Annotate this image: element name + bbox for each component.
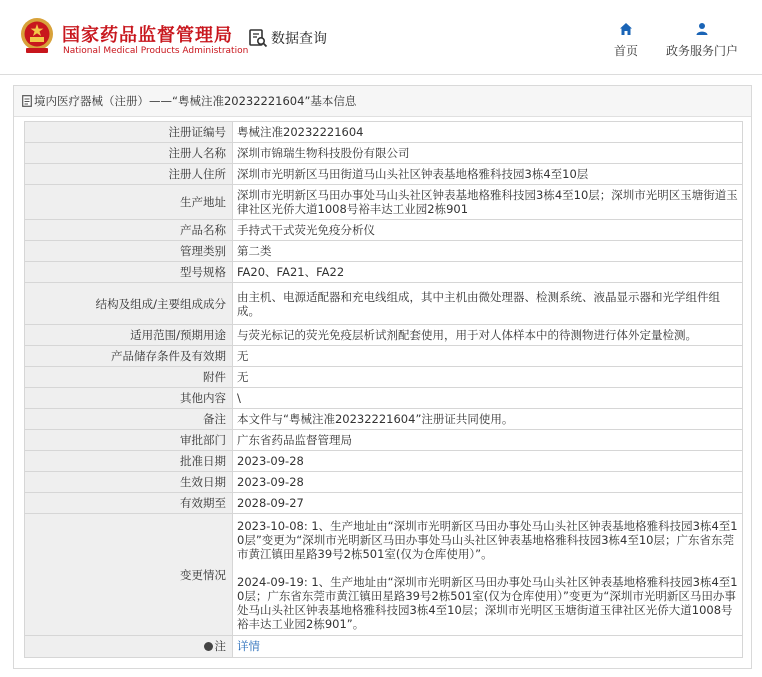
- field-label: 产品储存条件及有效期: [25, 346, 233, 367]
- change-entry: 2023-10-08: 1、生产地址由“深圳市光明新区马田办事处马山头社区钟表基地格雅科技园3栋4至10层”变更为“深圳市光明新区马田办事处马山头社区钟表基地格雅科技园3栋4至10层；广东省东莞市黄江镇田星路39号2栋501室(仅为仓库使用）”。: [237, 518, 738, 561]
- note-label-cell: [25, 636, 233, 658]
- nav-government-service-label: 政务服务门户: [665, 44, 738, 58]
- detail-row: [25, 430, 743, 451]
- detail-row: [25, 185, 743, 220]
- field-label: 生效日期: [25, 472, 233, 493]
- detail-row: [25, 409, 743, 430]
- user-icon: [695, 22, 709, 36]
- note-value-cell: [233, 636, 743, 658]
- field-label: 其他内容: [25, 388, 233, 409]
- detail-row: [25, 143, 743, 164]
- field-label: 注册人名称: [25, 143, 233, 164]
- field-label: 适用范围/预期用途: [25, 325, 233, 346]
- detail-table: [24, 121, 743, 658]
- data-search-icon: [248, 28, 268, 48]
- detail-row: [25, 325, 743, 346]
- details-link[interactable]: 详情: [237, 639, 260, 654]
- detail-row: [25, 493, 743, 514]
- field-label: 生产地址: [25, 185, 233, 220]
- change-history-row: [25, 514, 743, 636]
- field-value: FA20、FA21、FA22: [233, 262, 743, 283]
- field-value: 2023-09-28: [233, 472, 743, 493]
- field-label: 审批部门: [25, 430, 233, 451]
- note-label: 注: [214, 639, 226, 653]
- national-emblem-icon: [20, 16, 54, 54]
- field-value: 2028-09-27: [233, 493, 743, 514]
- field-label: 注册人住所: [25, 164, 233, 185]
- breadcrumb-text: 境内医疗器械（注册）——“粤械注准20232221604”基本信息: [34, 94, 357, 108]
- field-label: 型号规格: [25, 262, 233, 283]
- field-label: 有效期至: [25, 493, 233, 514]
- field-value: 第二类: [233, 241, 743, 262]
- field-label: 附件: [25, 367, 233, 388]
- change-history-value: [233, 514, 743, 636]
- note-row: [25, 636, 743, 658]
- nav-government-service[interactable]: [660, 22, 744, 59]
- field-label: 结构及组成/主要组成成分: [25, 283, 233, 325]
- field-value: 本文件与“粤械注准20232221604”注册证共同使用。: [233, 409, 743, 430]
- site-title: 国家药品监督管理局: [62, 25, 233, 46]
- nav-home[interactable]: [609, 22, 643, 59]
- change-entry: 2024-09-19: 1、生产地址由“深圳市光明新区马田办事处马山头社区钟表基地格雅科技园3栋4至10层；广东省东莞市黄江镇田星路39号2栋501室(仅为仓库使用）”变更为“深圳市光明新区马田办事处马山头社区钟表基地格雅科技园3栋4至10层；深圳市光明区玉塘街道玉律社区光侨大道1008号裕丰达工业园2栋901”。: [237, 574, 738, 631]
- note-bullet-icon: [204, 642, 213, 651]
- site-title-english: National Medical Products Administration: [63, 46, 249, 56]
- field-value: 与荧光标记的荧光免疫层析试剂配套使用，用于对人体样本中的待测物进行体外定量检测。: [233, 325, 743, 346]
- detail-row: [25, 346, 743, 367]
- detail-row: [25, 262, 743, 283]
- field-label: 产品名称: [25, 220, 233, 241]
- field-value: \: [233, 388, 743, 409]
- data-query-label: 数据查询: [271, 31, 327, 47]
- nav-home-label: 首页: [613, 44, 638, 58]
- field-label: 注册证编号: [25, 122, 233, 143]
- detail-row: [25, 241, 743, 262]
- home-icon: [619, 22, 633, 36]
- field-value: 粤械注准20232221604: [233, 122, 743, 143]
- field-value: 由主机、电源适配器和充电线组成，其中主机由微处理器、检测系统、液晶显示器和光学组件组成。: [233, 283, 743, 325]
- detail-row: [25, 283, 743, 325]
- detail-row: [25, 451, 743, 472]
- detail-row: [25, 388, 743, 409]
- field-value: 手持式干式荧光免疫分析仪: [233, 220, 743, 241]
- field-value: 无: [233, 367, 743, 388]
- detail-row: [25, 220, 743, 241]
- data-query-link[interactable]: [248, 27, 327, 49]
- site-header: [0, 0, 762, 75]
- field-label: 批准日期: [25, 451, 233, 472]
- detail-row: [25, 472, 743, 493]
- breadcrumb: [14, 86, 751, 117]
- detail-row: [25, 367, 743, 388]
- note-label-wrap: [204, 639, 227, 653]
- change-history-label: 变更情况: [25, 514, 233, 636]
- field-value: 广东省药品监督管理局: [233, 430, 743, 451]
- detail-panel: [13, 85, 752, 669]
- field-value: 2023-09-28: [233, 451, 743, 472]
- field-label: 管理类别: [25, 241, 233, 262]
- document-icon: [22, 95, 32, 107]
- field-value: 深圳市锦瑞生物科技股份有限公司: [233, 143, 743, 164]
- field-label: 备注: [25, 409, 233, 430]
- field-value: 深圳市光明新区马田街道马山头社区钟表基地格雅科技园3栋4至10层: [233, 164, 743, 185]
- header-divider: [0, 74, 762, 75]
- detail-row: [25, 164, 743, 185]
- field-value: 无: [233, 346, 743, 367]
- field-value: 深圳市光明新区马田办事处马山头社区钟表基地格雅科技园3栋4至10层；深圳市光明区玉塘街道玉律社区光侨大道1008号裕丰达工业园2栋901: [233, 185, 743, 220]
- detail-row: [25, 122, 743, 143]
